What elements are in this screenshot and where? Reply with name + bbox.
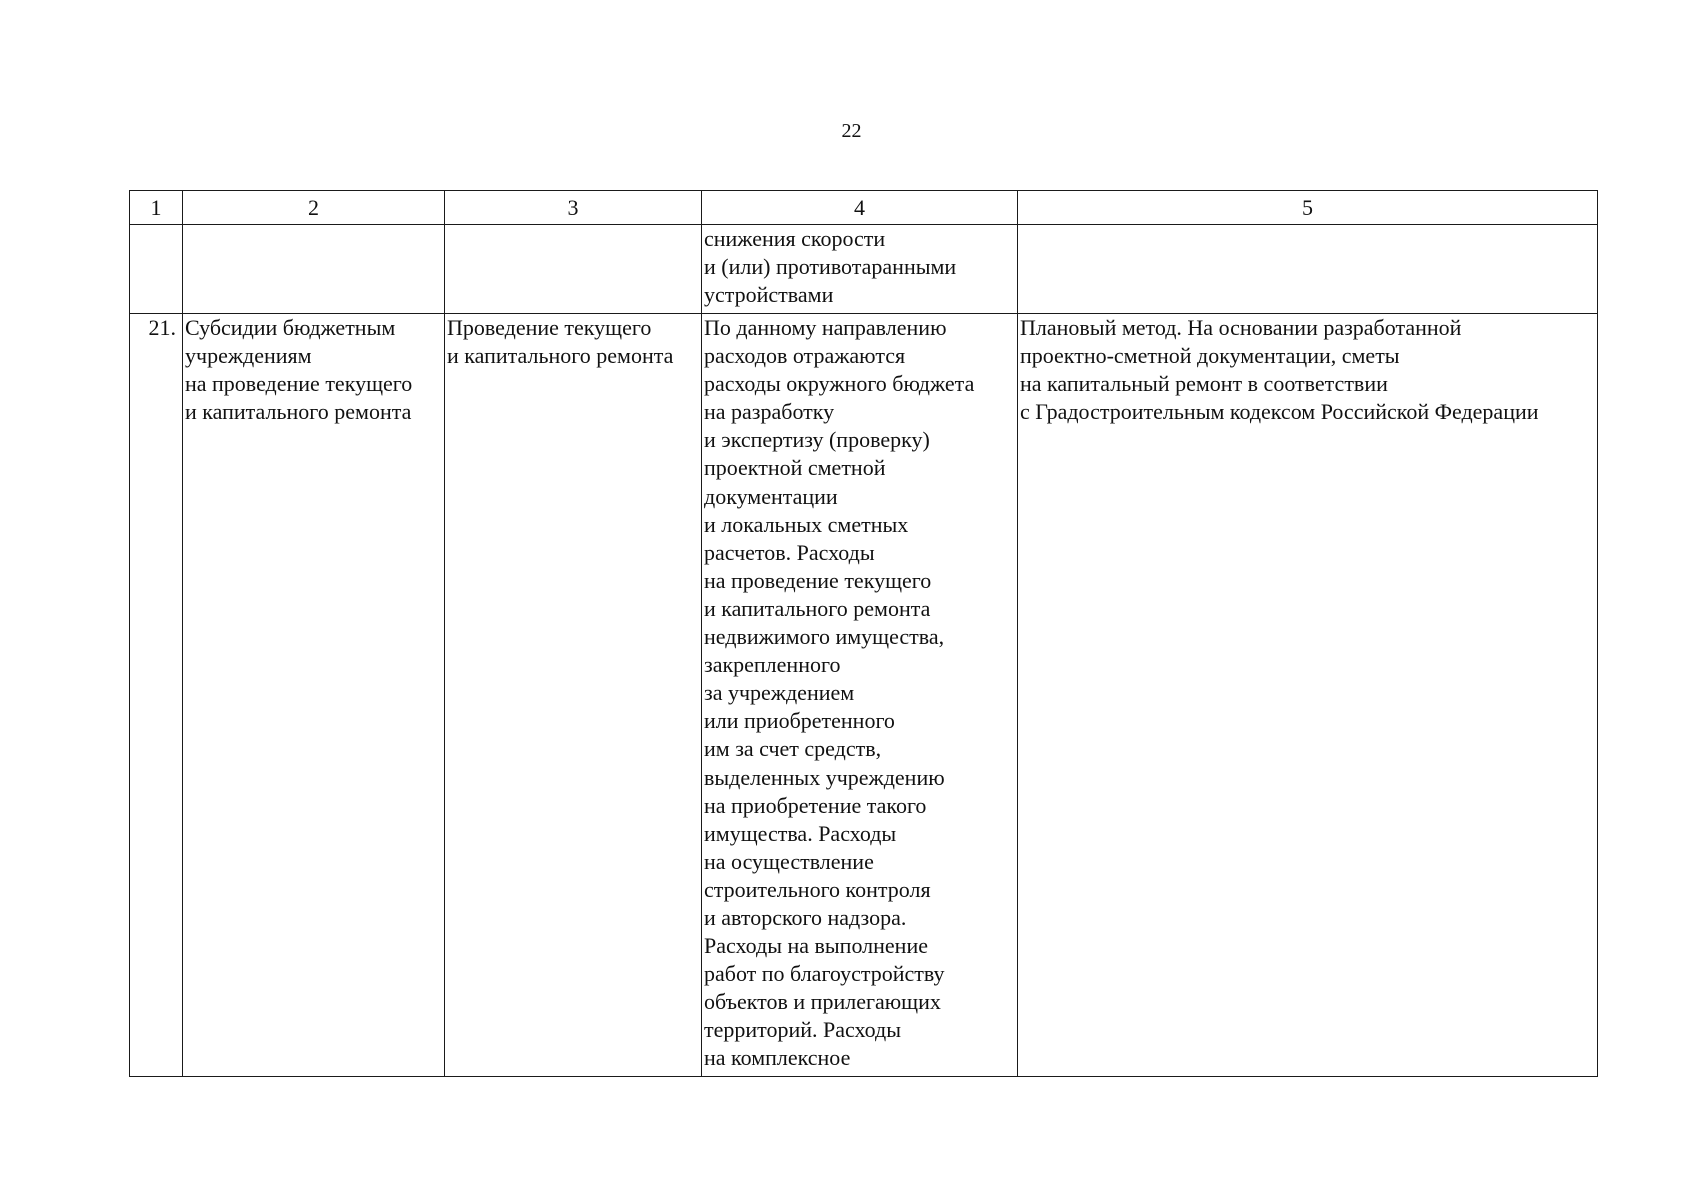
header-cell-2: 2 bbox=[183, 191, 445, 225]
row21-col3-line: и капитального ремонта bbox=[447, 343, 674, 369]
row21-col4-line: выделенных учреждению bbox=[704, 764, 945, 790]
cont-cell-4 bbox=[702, 225, 1018, 314]
row21-col2-cell bbox=[183, 314, 445, 1077]
row21-col4-line: за учреждением bbox=[704, 680, 855, 706]
row21-col4-line: на разработку bbox=[704, 399, 835, 425]
row21-col5-line: Плановый метод. На основании разработанной bbox=[1020, 315, 1462, 340]
row21-col4-line: проектной сметной bbox=[704, 455, 886, 481]
header-cell-5: 5 bbox=[1018, 191, 1598, 225]
row21-col4-line: закрепленного bbox=[704, 652, 841, 678]
row21-col4-line: имущества. Расходы bbox=[704, 820, 897, 846]
row21-col4-line: и авторского надзора. bbox=[704, 904, 907, 930]
row21-col4-line: им за счет средств, bbox=[704, 736, 882, 762]
cont-cell-1 bbox=[130, 225, 183, 314]
row21-col4-line: и локальных сметных bbox=[704, 511, 909, 537]
row21-col2-line: учреждениям bbox=[185, 343, 312, 369]
row21-col4-line: строительного контроля bbox=[704, 876, 931, 902]
row21-col4-cell bbox=[702, 314, 1018, 1077]
row21-col4-line: на комплексное bbox=[704, 1045, 851, 1071]
cont-cell-3 bbox=[445, 225, 702, 314]
row21-col4-line: документации bbox=[704, 483, 838, 509]
row21-col4-line: работ по благоустройству bbox=[704, 961, 945, 987]
row21-col4-line: на приобретение такого bbox=[704, 792, 927, 818]
row21-col2-line: на проведение текущего bbox=[185, 371, 413, 397]
row21-col4-line: Расходы на выполнение bbox=[704, 933, 928, 959]
row-number: 21. bbox=[130, 314, 183, 1077]
row21-col4-line: на проведение текущего bbox=[704, 567, 932, 593]
cont-col4-line: устройствами bbox=[704, 282, 834, 308]
row21-col5-line: проектно-сметной документации, сметы bbox=[1020, 343, 1400, 369]
row21-col4-line: расходов отражаются bbox=[704, 343, 906, 369]
header-cell-1: 1 bbox=[130, 191, 183, 225]
row21-col3-line: Проведение текущего bbox=[447, 315, 652, 340]
row21-col5-cell bbox=[1018, 314, 1598, 1077]
row21-col2-line: и капитального ремонта bbox=[185, 399, 412, 425]
row21-col4-line: объектов и прилегающих bbox=[704, 989, 941, 1015]
row21-col4-line: и капитального ремонта bbox=[704, 595, 931, 621]
cont-cell-5 bbox=[1018, 225, 1598, 314]
cont-col4-line: снижения скорости bbox=[704, 226, 886, 251]
row21-col4-line: и экспертизу (проверку) bbox=[704, 427, 930, 453]
page-number: 22 bbox=[841, 120, 862, 142]
row21-col4-line: недвижимого имущества, bbox=[704, 624, 945, 650]
row21-col4-line: По данному направлению bbox=[704, 315, 947, 340]
table-row-continuation bbox=[130, 225, 1598, 314]
header-cell-4: 4 bbox=[702, 191, 1018, 225]
row21-col4-line: расходы окружного бюджета bbox=[704, 371, 975, 397]
row21-col5-line: с Градостроительным кодексом Российской Федерации bbox=[1020, 399, 1539, 425]
header-cell-3: 3 bbox=[445, 191, 702, 225]
row21-col4-line: территорий. Расходы bbox=[704, 1017, 902, 1043]
row21-col2-line: Субсидии бюджетным bbox=[185, 315, 396, 340]
row21-col4-line: расчетов. Расходы bbox=[704, 539, 875, 565]
table-header-row bbox=[130, 191, 1598, 225]
row21-col5-line: на капитальный ремонт в соответствии bbox=[1020, 371, 1388, 397]
table-row-21 bbox=[130, 314, 1598, 1077]
expenditure-table bbox=[129, 190, 1598, 1077]
cont-cell-2 bbox=[183, 225, 445, 314]
row21-col4-line: на осуществление bbox=[704, 848, 874, 874]
row21-col4-line: или приобретенного bbox=[704, 708, 895, 734]
row21-col3-cell bbox=[445, 314, 702, 1077]
cont-col4-line: и (или) противотаранными bbox=[704, 254, 957, 280]
